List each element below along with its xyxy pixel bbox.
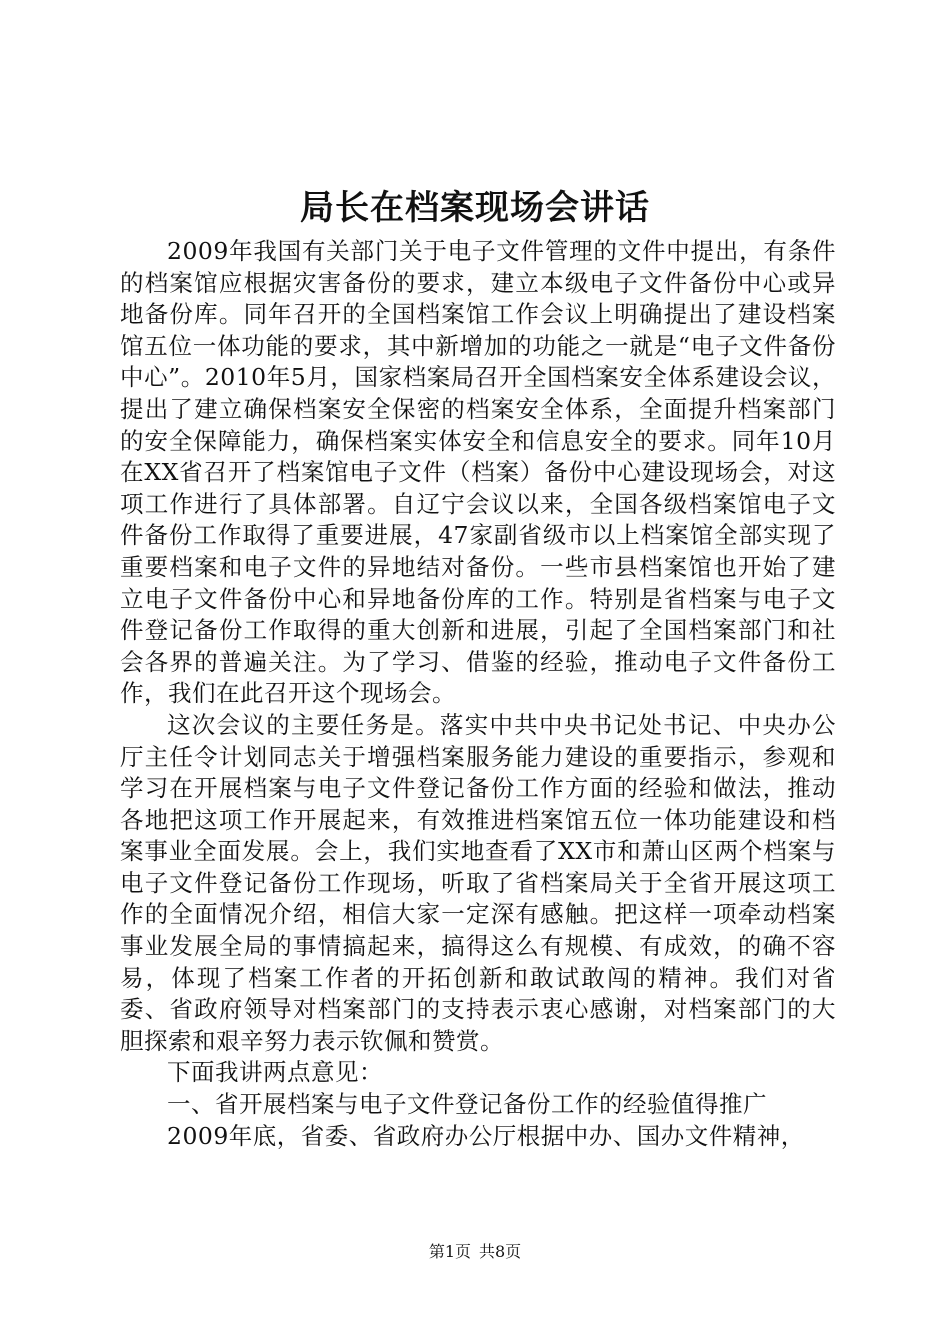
document-title: 局长在档案现场会讲话 [300, 188, 650, 228]
page-number: 第1页 [428, 1242, 471, 1261]
paragraph-2: 这次会议的主要任务是。落实中共中央书记处书记、中央办公厅主任令计划同志关于增强档案服务能力建设的重要指示，参观和学习在开展档案与电子文件登记备份工作方面的经验和做法，推动各地把这项工作开展起来，有效推进档案馆五位一体功能建设和档案事业全面发展。会上，我们实地查看了XX市和萧山区两个档案与电子文件登记备份工作现场，听取了省档案局关于全省开展这项工作的全面情况介绍，相信大家一定深有感触。把这样一项牵动档案事业发展全局的事情搞起来，搞得这么有规模、有成效，的确不容易，体现了档案工作者的开拓创新和敢试敢闯的精神。我们对省委、省政府领导对档案部门的支持表示衷心感谢，对档案部门的大胆探索和艰辛努力表示钦佩和赞赏。 [120, 710, 836, 1055]
paragraph-1: 2009年我国有关部门关于电子文件管理的文件中提出，有条件的档案馆应根据灾害备份的要求，建立本级电子文件备份中心或异地备份库。同年召开的全国档案馆工作会议上明确提出了建设档案馆五位一体功能的要求，其中新增加的功能之一就是“电子文件备份中心”。2010年5月，国家档案局召开全国档案安全体系建设会议，提出了建立确保档案安全保密的档案安全体系，全面提升档案部门的安全保障能力，确保档案实体安全和信息安全的要求。同年10月在XX省召开了档案馆电子文件（档案）备份中心建设现场会，对这项工作进行了具体部署。自辽宁会议以来，全国各级档案馆电子文件备份工作取得了重要进展，47家副省级市以上档案馆全部实现了重要档案和电子文件的异地结对备份。一些市县档案馆也开始了建立电子文件备份中心和异地备份库的工作。特别是省档案与电子文件登记备份工作取得的重大创新和进展，引起了全国档案部门和社会各界的普遍关注。为了学习、借鉴的经验，推动电子文件备份工作，我们在此召开这个现场会。 [120, 237, 836, 708]
page-total: 共8页 [479, 1242, 522, 1261]
paragraph-4: 2009年底，省委、省政府办公厅根据中办、国办文件精神， [167, 1121, 805, 1150]
page-footer [0, 1240, 950, 1264]
section-heading-1: 一、省开展档案与电子文件登记备份工作的经验值得推广 [167, 1090, 767, 1119]
paragraph-3: 下面我讲两点意见： [167, 1058, 383, 1087]
document-body [120, 236, 836, 1152]
